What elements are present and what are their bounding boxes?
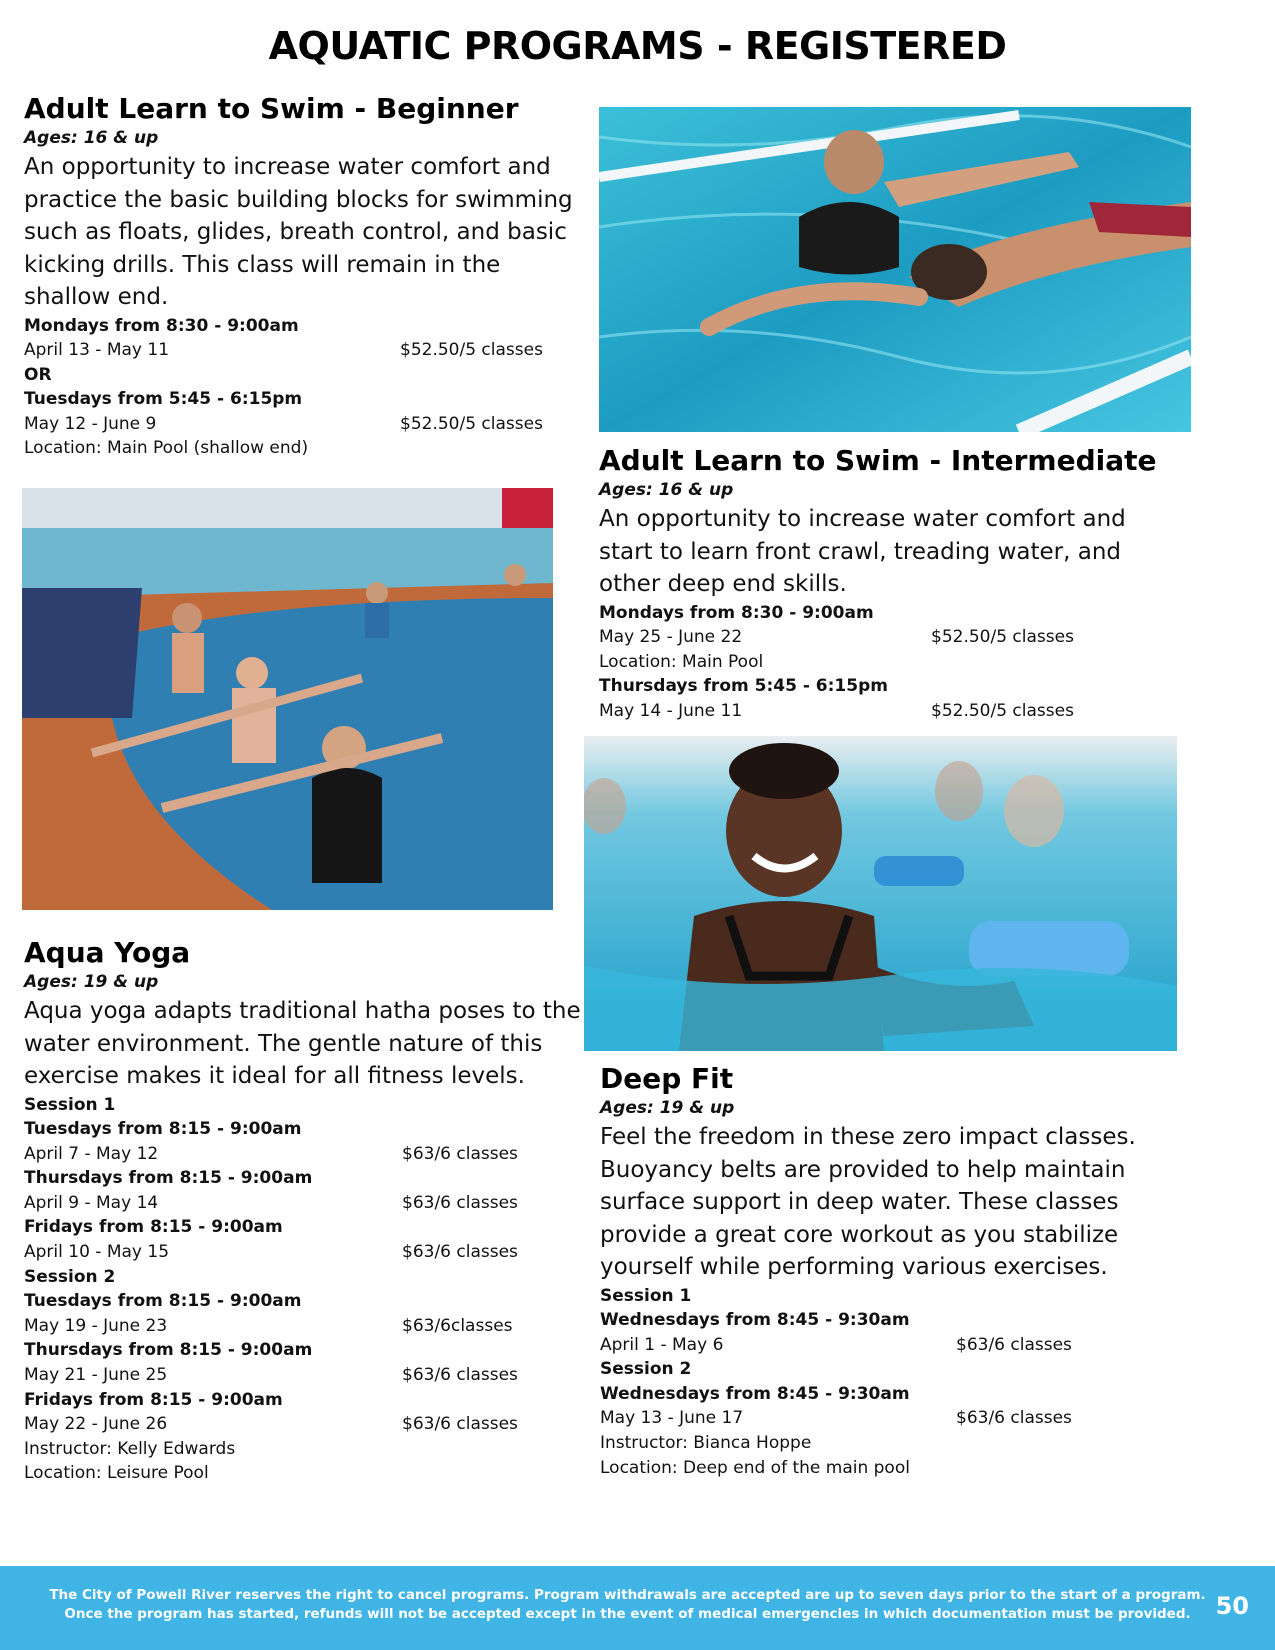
schedule-text: Fridays from 8:15 - 9:00am [24, 1389, 283, 1410]
schedule-line [599, 699, 1179, 724]
page-title: AQUATIC PROGRAMS - REGISTERED [268, 24, 1007, 68]
footer-bar [0, 1566, 1275, 1650]
schedule-text: May 12 - June 9 [24, 413, 157, 434]
aqua-yoga-photo [22, 488, 553, 910]
schedule-text: Session 1 [24, 1094, 116, 1115]
description: Feel the freedom in these zero impact classes. Buoyancy belts are provided to help maintain surface support in deep water. These classes provide a great core workout as you stabilize yourself while performing various exercises. [600, 1124, 1136, 1280]
schedule-line [24, 363, 584, 388]
price-label: $52.50/5 classes [400, 413, 543, 434]
section-title: Deep Fit [600, 1062, 734, 1095]
price-label: $63/6 classes [402, 1365, 518, 1386]
schedule-text: Wednesdays from 8:45 - 9:30am [600, 1310, 910, 1331]
schedule-text: April 1 - May 6 [600, 1334, 724, 1355]
schedule-line [599, 650, 1179, 675]
schedule-line [600, 1382, 1200, 1407]
footer-disclaimer: The City of Powell River reserves the right to cancel programs. Program withdrawals are accepted are up to seven days prior to the start of a program. Once the program has started, refunds will not be accepted except in the event of medical emergencies in which documentation must be provided. [49, 1587, 1206, 1622]
schedule-line [24, 1142, 584, 1167]
schedule-text: May 13 - June 17 [600, 1408, 744, 1429]
price-label: $63/6 classes [956, 1334, 1072, 1355]
swim-lesson-photo [599, 107, 1191, 432]
schedule-line [600, 1284, 1200, 1309]
ages-label: Ages: 16 & up [599, 480, 734, 500]
schedule-text: Tuesdays from 8:15 - 9:00am [24, 1291, 302, 1312]
schedule-list [24, 314, 584, 462]
section-beginner [24, 92, 584, 461]
schedule-text: OR [24, 364, 52, 385]
schedule-line [600, 1456, 1200, 1481]
schedule-line [600, 1431, 1200, 1456]
schedule-line [24, 1265, 584, 1290]
schedule-line [600, 1333, 1200, 1358]
schedule-text: Fridays from 8:15 - 9:00am [24, 1217, 283, 1238]
price-label: $52.50/5 classes [931, 700, 1074, 721]
schedule-line [24, 314, 584, 339]
section-aqua-yoga [24, 936, 584, 1486]
section-deep-fit [600, 1062, 1200, 1480]
schedule-text: May 22 - June 26 [24, 1414, 168, 1435]
schedule-text: April 10 - May 15 [24, 1242, 170, 1263]
schedule-text: Thursdays from 5:45 - 6:15pm [599, 676, 888, 697]
schedule-text: May 25 - June 22 [599, 627, 743, 648]
schedule-line [24, 1314, 584, 1339]
schedule-text: Session 2 [600, 1359, 692, 1380]
schedule-text: Tuesdays from 8:15 - 9:00am [24, 1119, 302, 1140]
price-label: $63/6 classes [402, 1242, 518, 1263]
schedule-text: Mondays from 8:30 - 9:00am [599, 602, 874, 623]
schedule-text: April 13 - May 11 [24, 340, 170, 361]
price-label: $63/6 classes [402, 1192, 518, 1213]
schedule-line [24, 1437, 584, 1462]
schedule-line [24, 1461, 584, 1486]
schedule-text: May 14 - June 11 [599, 700, 743, 721]
section-intermediate [599, 444, 1179, 723]
schedule-line [24, 1338, 584, 1363]
schedule-line [24, 387, 584, 412]
section-title: Aqua Yoga [24, 936, 191, 969]
description: An opportunity to increase water comfort and practice the basic building blocks for swimming such as floats, glides, breath control, and basic kicking drills. This class will remain in the shallow end. [24, 154, 573, 310]
schedule-line [24, 1240, 584, 1265]
schedule-text: Wednesdays from 8:45 - 9:30am [600, 1383, 910, 1404]
schedule-text: Location: Leisure Pool [24, 1463, 209, 1484]
section-title: Adult Learn to Swim - Beginner [24, 92, 519, 125]
schedule-list [599, 601, 1179, 724]
schedule-line [599, 625, 1179, 650]
schedule-line [24, 412, 584, 437]
schedule-line [24, 1117, 584, 1142]
schedule-line [599, 601, 1179, 626]
schedule-text: May 21 - June 25 [24, 1365, 168, 1386]
schedule-line [24, 1363, 584, 1388]
schedule-line [600, 1406, 1200, 1431]
schedule-line [24, 1215, 584, 1240]
schedule-text: Mondays from 8:30 - 9:00am [24, 315, 299, 336]
price-label: $52.50/5 classes [931, 627, 1074, 648]
schedule-line [24, 338, 584, 363]
ages-label: Ages: 19 & up [24, 972, 159, 992]
page-number: 50 [1215, 1592, 1249, 1620]
price-label: $63/6 classes [402, 1414, 518, 1435]
schedule-text: Location: Main Pool (shallow end) [24, 438, 309, 459]
schedule-line [24, 1289, 584, 1314]
schedule-text: Thursdays from 8:15 - 9:00am [24, 1340, 313, 1361]
schedule-line [600, 1308, 1200, 1333]
schedule-text: Location: Main Pool [599, 651, 764, 672]
schedule-text: Location: Deep end of the main pool [600, 1457, 910, 1478]
schedule-text: April 7 - May 12 [24, 1143, 159, 1164]
schedule-text: May 19 - June 23 [24, 1315, 168, 1336]
description: Aqua yoga adapts traditional hatha poses to the water environment. The gentle nature of this exercise makes it ideal for all fitness levels. [24, 998, 581, 1089]
schedule-list [600, 1284, 1200, 1481]
ages-label: Ages: 16 & up [24, 128, 159, 148]
schedule-line [24, 1191, 584, 1216]
schedule-text: Thursdays from 8:15 - 9:00am [24, 1168, 313, 1189]
price-label: $52.50/5 classes [400, 340, 543, 361]
ages-label: Ages: 19 & up [600, 1098, 735, 1118]
schedule-line [600, 1357, 1200, 1382]
schedule-list [24, 1093, 584, 1487]
schedule-text: April 9 - May 14 [24, 1192, 159, 1213]
schedule-text: Instructor: Kelly Edwards [24, 1438, 236, 1459]
schedule-text: Tuesdays from 5:45 - 6:15pm [24, 389, 303, 410]
schedule-line [24, 1166, 584, 1191]
schedule-line [24, 436, 584, 461]
deep-fit-photo [584, 736, 1177, 1051]
schedule-line [24, 1388, 584, 1413]
section-title: Adult Learn to Swim - Intermediate [599, 444, 1157, 477]
price-label: $63/6 classes [956, 1408, 1072, 1429]
description: An opportunity to increase water comfort and start to learn front crawl, treading water, and other deep end skills. [599, 506, 1126, 597]
schedule-text: Instructor: Bianca Hoppe [600, 1433, 812, 1454]
schedule-text: Session 2 [24, 1266, 116, 1287]
schedule-line [599, 674, 1179, 699]
price-label: $63/6classes [402, 1315, 513, 1336]
price-label: $63/6 classes [402, 1143, 518, 1164]
schedule-line [24, 1412, 584, 1437]
schedule-text: Session 1 [600, 1285, 692, 1306]
schedule-line [24, 1093, 584, 1118]
